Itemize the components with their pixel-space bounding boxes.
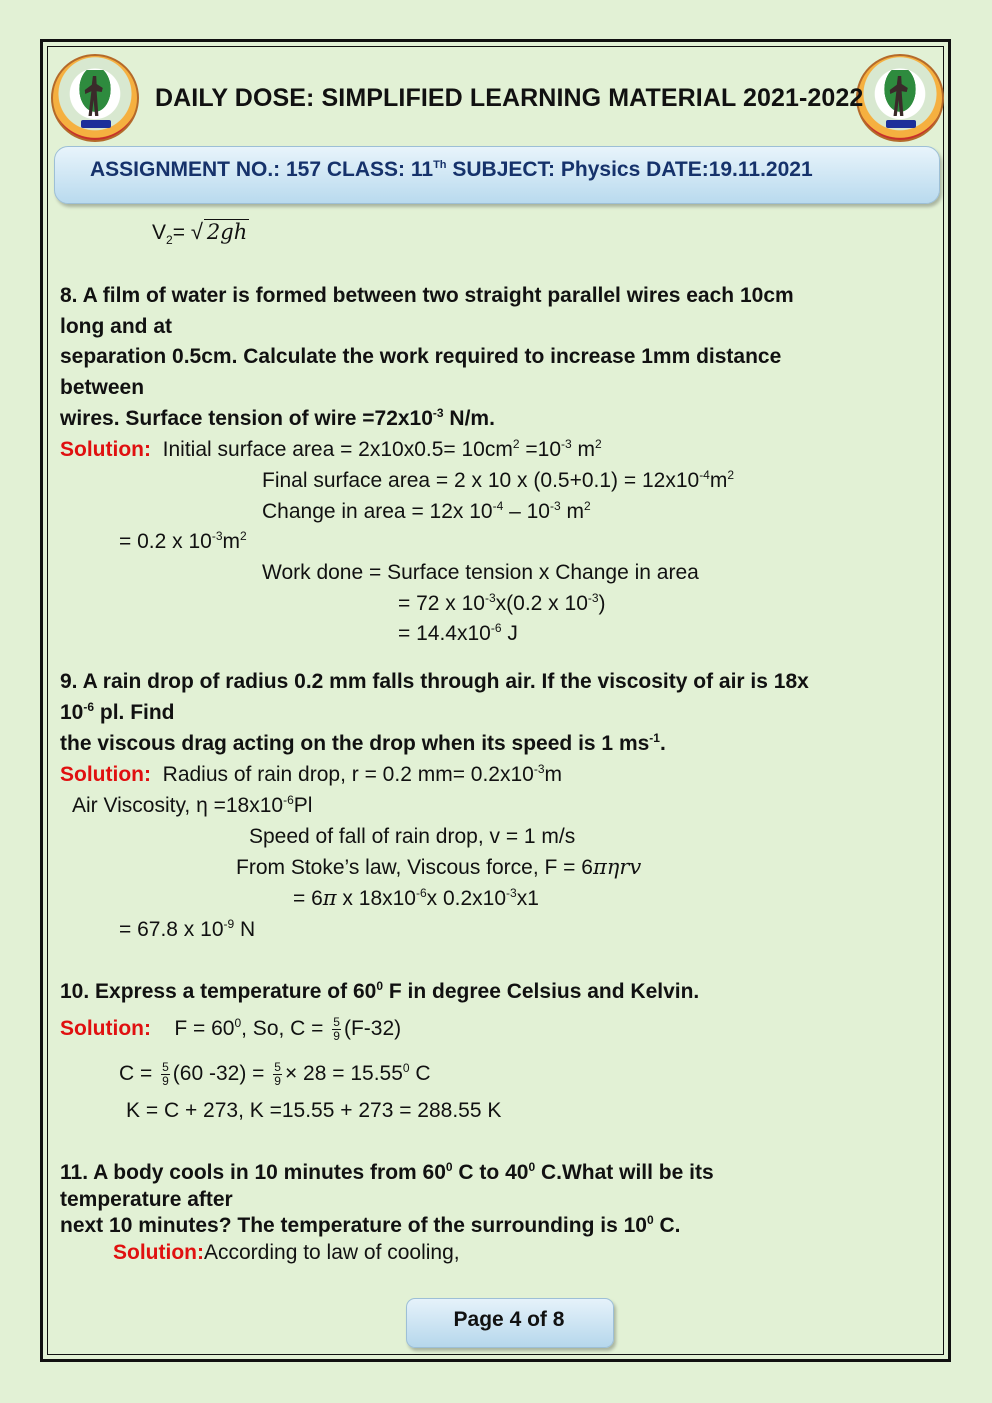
q11-line-3: next 10 minutes? The temperature of the surrounding is $10^0$ C. [60,1213,681,1237]
q8-solution-line-3: Change in area = 12x $10^{-4} - 10^{-3}$ $m^2$ [262,499,591,523]
fraction-5-9: $\frac{5}{9}$ [333,1015,340,1043]
q9-solution-line-2: Air Viscosity, $\eta =18x10^{-6}Pl$ [72,793,313,817]
q8-solution-line-5: Work done = Surface tension x Change in area [262,561,699,584]
page-indicator: Page 4 of 8 [453,1308,565,1331]
q10-solution-line-2: C = $\frac{5}{9}$ (60 -32) = $\frac{5}{9}$ × $28 = 15.55^0$ C [119,1060,431,1088]
q8-line-3: separation 0.5cm. Calculate the work required to increase 1mm distance [60,345,782,368]
school-logo-right [856,54,944,142]
document-title: DAILY DOSE: SIMPLIFIED LEARNING MATERIAL 2021-2022 [155,84,864,112]
q9-solution-line-4: From Stoke’s law, Viscous force, F = 6πηrv [236,855,642,879]
q8-solution-line-2: Final surface area = 2 x 10 x $(0.5+0.1) = 12x10^{-4}m^2$ [262,468,735,492]
assignment-banner-text: ASSIGNMENT NO.: 157 CLASS: 11Th SUBJECT: Physics DATE:19.11.2021 [90,158,813,181]
q8-solution-line-4: = 0.2 x $10^{-3}m^2$ [119,529,247,553]
q8-line-1: 8. A film of water is formed between two straight parallel wires each 10cm [60,284,794,307]
solution-label: Solution: [60,438,151,461]
q8-line-5: wires. Surface tension of wire $=72x10^{-3}$ N/m. [60,406,495,430]
q10-solution-line-3: K = C + 273, K =15.55 + 273 = 288.55 K [126,1099,502,1122]
fraction-5-9: $\frac{5}{9}$ [162,1060,169,1088]
q9-solution-line-1: Solution: Radius of rain drop, r = 0.2 $mm= 0.2x10^{-3}m$ [60,762,563,786]
q9-line-3: the viscous drag acting on the drop when its speed is 1 $ms^{-1}$. [60,731,666,755]
q11-line-1: 11. A body cools in 10 minutes from $60^0$ C to $40^0$ C.What will be its [60,1160,714,1184]
q8-line-4: between [60,376,145,399]
solution-label: Solution: [113,1241,204,1264]
q9-solution-line-6: = 67.8 x $10^{-9}$ N [119,917,256,941]
q8-solution-line-6: = 72 x $10^{-3}x(0.2$ x $10^{-3}$) [398,591,606,615]
solution-label: Solution: [60,1017,151,1041]
q10-line-1: 10. Express a temperature of $60^0$ F in degree Celsius and Kelvin. [60,979,700,1003]
q8-solution-line-1: Solution: Initial surface area = $2x10x0.5= 10cm^2 =10^{-3}$ $m^2$ [60,437,602,461]
q9-line-1: 9. A rain drop of radius 0.2 mm falls through air. If the viscosity of air is 18x [60,670,809,693]
fraction-5-9: $\frac{5}{9}$ [274,1060,281,1088]
q11-line-2: temperature after [60,1188,233,1211]
v2-formula: $V_2=$ √ 2gh [152,219,248,248]
q9-line-2: $10^{-6}$ pl. Find [60,700,175,724]
q11-solution-line-1: Solution:According to law of cooling, [113,1241,460,1264]
q8-solution-line-7: = $14.4x10^{-6}$ J [398,621,518,645]
solution-label: Solution: [60,763,151,786]
q8-line-2: long and at [60,315,172,338]
q9-solution-line-3: Speed of fall of rain drop, v = 1 m/s [249,825,576,848]
q9-solution-line-5: = 6π x $18x10^{-6}x$ $0.2x10^{-3}x1$ [293,886,539,910]
school-logo-left [51,54,139,142]
q10-solution-line-1: Solution: $F = 60^0$, So, C = $\frac{5}{9}$ (F-32) [60,1015,402,1043]
